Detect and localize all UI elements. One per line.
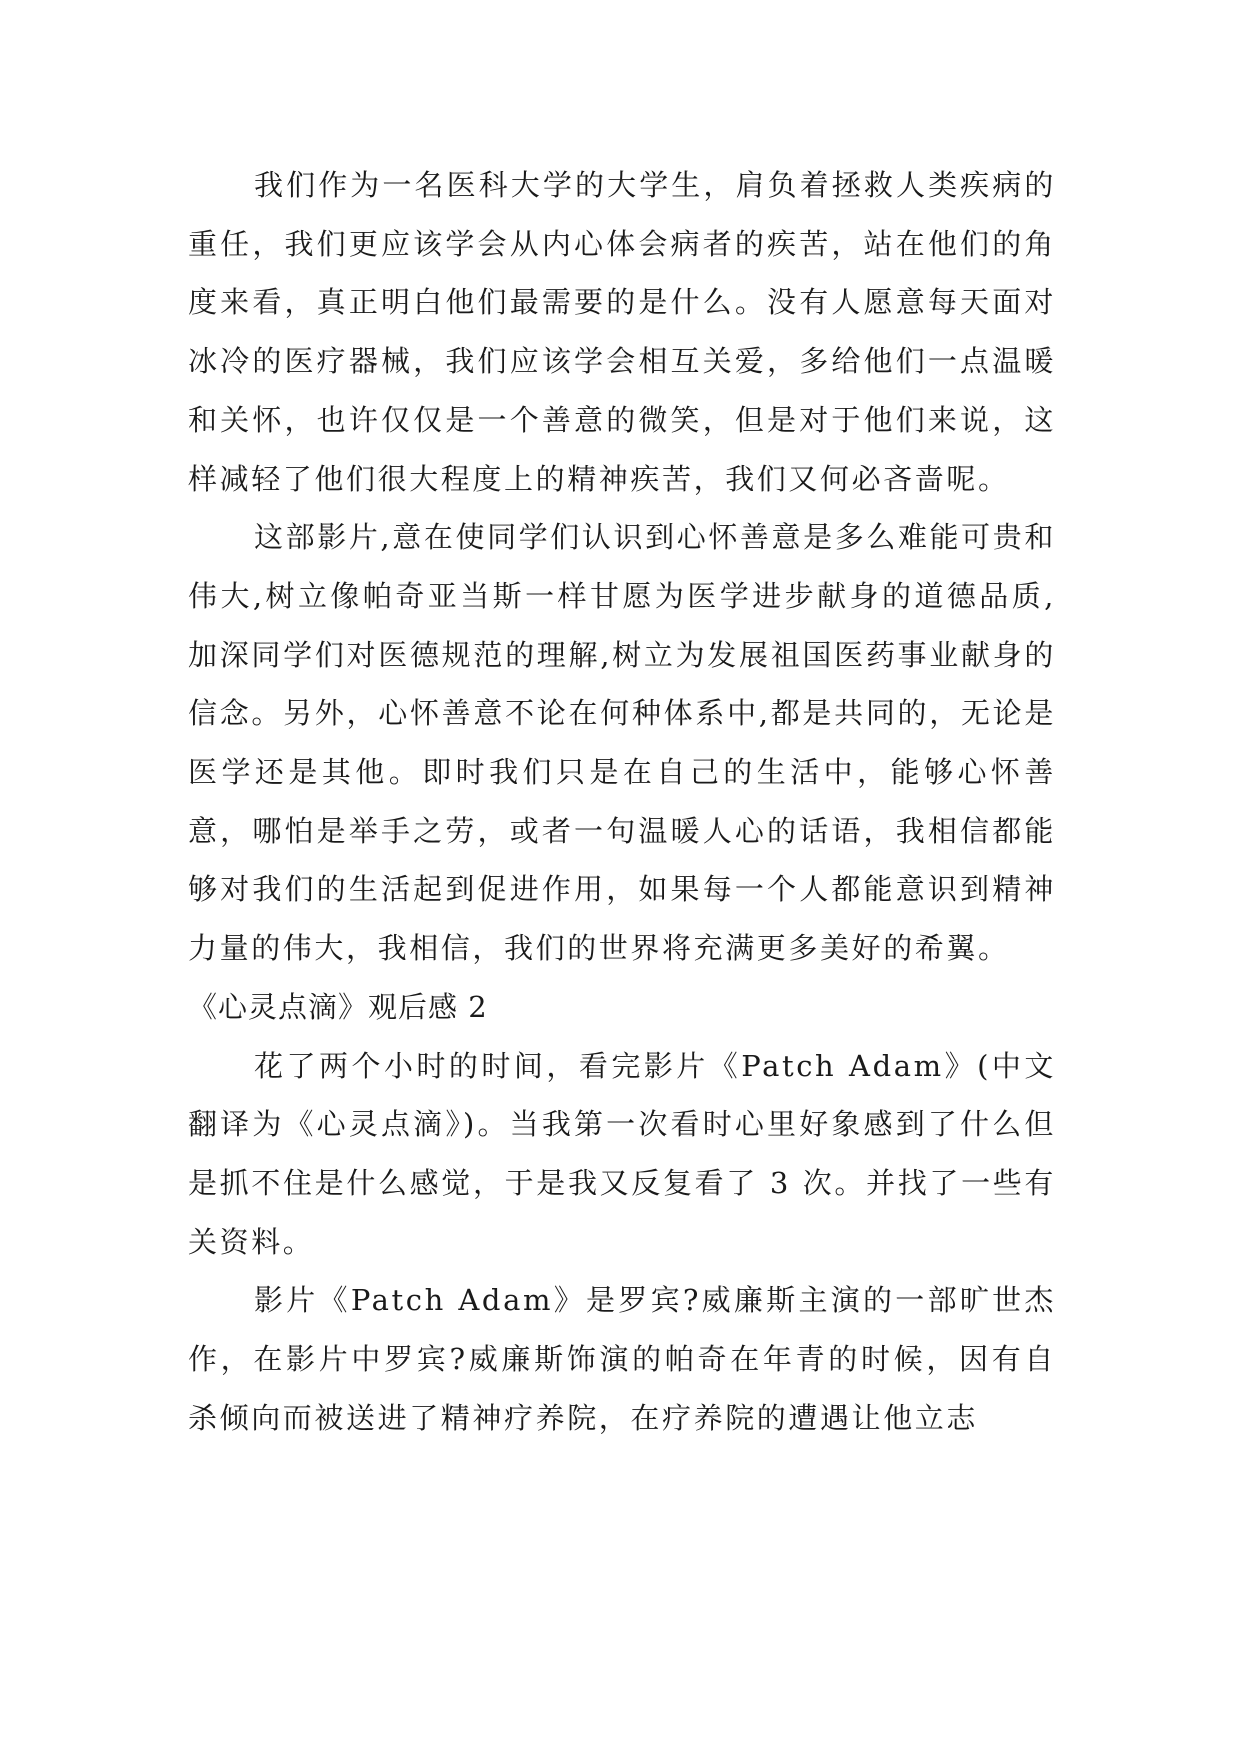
paragraph-1: 我们作为一名医科大学的大学生，肩负着拯救人类疾病的重任，我们更应该学会从内心体会病者的疾苦，站在他们的角度来看，真正明白他们最需要的是什么。没有人愿意每天面对冰冷的医疗器械，我们应该学会相互关爱，多给他们一点温暖和关怀，也许仅仅是一个善意的微笑，但是对于他们来说，这样减轻了他们很大程度上的精神疾苦，我们又何必吝啬呢。 <box>188 168 1056 496</box>
document-body <box>188 156 1056 1447</box>
paragraph-4: 影片《Patch Adam》是罗宾?威廉斯主演的一部旷世杰作，在影片中罗宾?威廉斯饰演的帕奇在年青的时候，因有自杀倾向而被送进了精神疗养院，在疗养院的遭遇让他立志 <box>188 1283 1056 1435</box>
paragraph-2: 这部影片,意在使同学们认识到心怀善意是多么难能可贵和伟大,树立像帕奇亚当斯一样甘愿为医学进步献身的道德品质,加深同学们对医德规范的理解,树立为发展祖国医药事业献身的信念。另外，心怀善意不论在何种体系中,都是共同的，无论是医学还是其他。即时我们只是在自己的生活中，能够心怀善意，哪怕是举手之劳，或者一句温暖人心的话语，我相信都能够对我们的生活起到促进作用，如果每一个人都能意识到精神力量的伟大，我相信，我们的世界将充满更多美好的希翼。 <box>188 520 1056 966</box>
section-heading: 《心灵点滴》观后感 2 <box>188 989 488 1024</box>
paragraph-3: 花了两个小时的时间，看完影片《Patch Adam》(中文翻译为《心灵点滴》)。当我第一次看时心里好象感到了什么但是抓不住是什么感觉，于是我又反复看了 3 次。并找了一些有关资料。 <box>188 1048 1056 1259</box>
